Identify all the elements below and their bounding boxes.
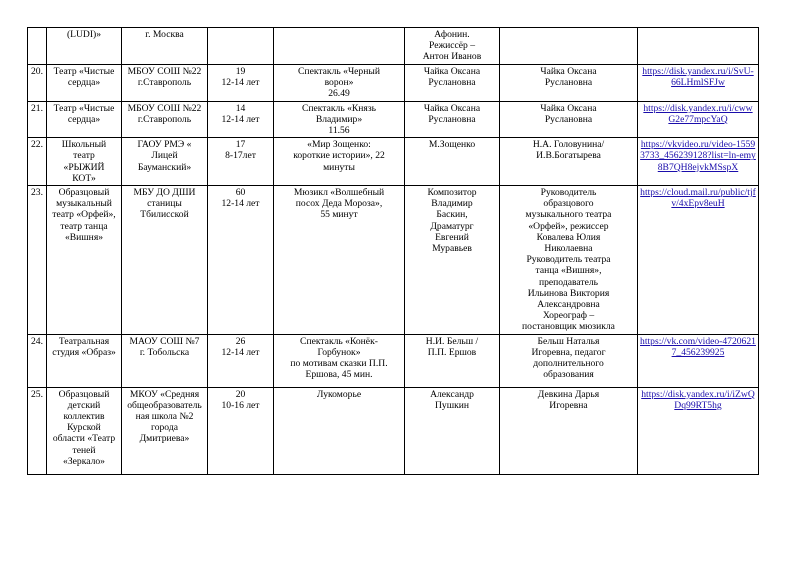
- cell-text-line: (LUDI)»: [66, 29, 102, 40]
- cell-text-line: преподаватель: [538, 276, 598, 288]
- cell-text-line: короткие истории», 22: [293, 150, 385, 162]
- cell-text-line: Мюзикл «Волшебный: [293, 187, 385, 199]
- leader-cell: [500, 101, 638, 138]
- cell-text-line: МКОУ «Средняя: [129, 388, 200, 400]
- table-row: [28, 65, 759, 102]
- video-link-cell: [638, 28, 759, 65]
- cell-text-line: Чайка Оксана: [540, 102, 597, 114]
- collective-name-cell: [47, 28, 122, 65]
- institution-cell: [122, 334, 208, 387]
- leader-cell: [500, 387, 638, 474]
- row-number: 25.: [28, 387, 47, 474]
- cell-text-line: театр «Орфей»,: [52, 209, 116, 221]
- cell-text-line: Афонин.: [434, 29, 470, 40]
- participants-cell: [208, 65, 274, 102]
- author-cell: [405, 101, 500, 138]
- cell-text-line: Лукоморье: [316, 388, 362, 400]
- cell-text-line: постановщик мюзикла: [522, 321, 615, 333]
- author-cell: [405, 28, 500, 65]
- video-link[interactable]: https://disk.yandex.ru/i/SvU-66LHmlSFJw: [642, 66, 754, 89]
- cell-text-line: 12-14 лет: [221, 77, 260, 89]
- cell-text-line: 17: [235, 139, 246, 151]
- cell-text-line: Пушкин: [434, 399, 470, 411]
- author-cell: [405, 334, 500, 387]
- cell-text-line: П.П. Ершов: [427, 346, 477, 358]
- cell-text-line: Спектакль «Черный: [298, 66, 380, 77]
- participants-cell: [208, 28, 274, 65]
- cell-text-line: Курской: [67, 422, 101, 434]
- cell-text-line: «Вишня»: [64, 231, 104, 243]
- institution-cell: [122, 65, 208, 102]
- table-row: [28, 101, 759, 138]
- cell-text-line: Н.А. Головунина/: [532, 139, 605, 151]
- cell-text-line: Чайка Оксана: [423, 102, 481, 114]
- row-number: 21.: [28, 101, 47, 138]
- row-number: 23.: [28, 186, 47, 335]
- cell-text-line: И.В.Богатырева: [536, 150, 601, 162]
- cell-text-line: МБУ ДО ДШИ: [133, 187, 196, 199]
- cell-text-line: 19: [235, 66, 246, 77]
- video-link-cell: [638, 387, 759, 474]
- video-link[interactable]: https://vkvideo.ru/video-15593733_456239128?list=ln-emy8B7QH8ejvkMSspX: [640, 139, 756, 173]
- video-link-cell: [638, 334, 759, 387]
- cell-text-line: Спектакль «Князь: [301, 102, 377, 114]
- cell-text-line: 26: [235, 335, 246, 347]
- cell-text-line: М.Зощенко: [428, 139, 476, 151]
- cell-text-line: теней: [72, 444, 96, 456]
- video-link[interactable]: https://cloud.mail.ru/public/tjfv/4xEpv8euH: [640, 187, 756, 210]
- collective-name-cell: [47, 138, 122, 186]
- cell-text-line: Александровна: [537, 299, 600, 311]
- cell-text-line: Лицей: [151, 150, 178, 162]
- cell-text-line: Руслановна: [544, 113, 593, 125]
- cell-text-line: Бауманский»: [137, 161, 192, 173]
- cell-text-line: Театр «Чистые: [53, 66, 115, 77]
- cell-text-line: 12-14 лет: [221, 113, 260, 125]
- leader-cell: [500, 186, 638, 335]
- video-link-cell: [638, 65, 759, 102]
- table-row: [28, 138, 759, 186]
- cell-text-line: Муравьев: [432, 243, 472, 255]
- performance-cell: [274, 138, 405, 186]
- cell-text-line: «РЫЖИЙ: [63, 161, 105, 173]
- cell-text-line: Дмитриева»: [139, 433, 190, 445]
- cell-text-line: минуты: [323, 161, 355, 173]
- cell-text-line: Театр «Чистые: [53, 102, 115, 114]
- leader-cell: [500, 138, 638, 186]
- leader-cell: [500, 28, 638, 65]
- cell-text-line: 8-17лет: [225, 150, 256, 162]
- cell-text-line: города: [151, 422, 178, 434]
- cell-text-line: 10-16 лет: [221, 399, 260, 411]
- cell-text-line: «Мир Зощенко:: [307, 139, 371, 151]
- cell-text-line: Композитор: [427, 187, 477, 199]
- cell-text-line: сердца»: [67, 77, 101, 89]
- cell-text-line: театр: [73, 150, 95, 162]
- cell-text-line: танца «Вишня»,: [535, 265, 602, 277]
- cell-text-line: 20: [235, 388, 246, 400]
- cell-text-line: г. Москва: [145, 29, 184, 40]
- cell-text-line: коллектив: [63, 411, 105, 423]
- collective-name-cell: [47, 387, 122, 474]
- cell-text-line: образцового: [543, 198, 594, 210]
- author-cell: [405, 387, 500, 474]
- cell-text-line: Руководитель: [540, 187, 597, 199]
- cell-text-line: Руслановна: [544, 77, 593, 89]
- cell-text-line: 12-14 лет: [221, 198, 260, 210]
- cell-text-line: Образцовый: [58, 187, 110, 199]
- cell-text-line: Александр: [430, 388, 474, 400]
- performance-cell: [274, 28, 405, 65]
- institution-cell: [122, 28, 208, 65]
- cell-text-line: Антон Иванов: [422, 51, 482, 63]
- cell-text-line: ная школа №2: [135, 411, 194, 423]
- leader-cell: [500, 334, 638, 387]
- participants-cell: [208, 186, 274, 335]
- participants-cell: [208, 387, 274, 474]
- cell-text-line: МАОУ СОШ №7: [129, 335, 200, 347]
- institution-cell: [122, 387, 208, 474]
- cell-text-line: Руслановна: [428, 77, 476, 89]
- cell-text-line: Владимир»: [315, 113, 363, 125]
- cell-text-line: г.Ставрополь: [137, 77, 192, 89]
- cell-text-line: театр танца: [60, 220, 108, 232]
- cell-text-line: музыкального театра: [525, 209, 612, 221]
- table-row: [28, 186, 759, 335]
- participants-cell: [208, 334, 274, 387]
- cell-text-line: Игоревна: [549, 399, 588, 411]
- video-link-cell: [638, 138, 759, 186]
- author-cell: [405, 138, 500, 186]
- cell-text-line: детский: [67, 399, 101, 411]
- cell-text-line: Режиссёр –: [429, 40, 475, 52]
- cell-text-line: Образцовый: [58, 388, 110, 400]
- cell-text-line: Баскин,: [436, 209, 468, 221]
- table-row: [28, 28, 759, 65]
- cell-text-line: Ершова, 45 мин.: [305, 369, 373, 381]
- video-link[interactable]: https://disk.yandex.ru/i/cwwG2e77mpcYaQ: [643, 102, 753, 125]
- cell-text-line: станицы: [147, 198, 182, 210]
- author-cell: [405, 65, 500, 102]
- cell-text-line: Бельш Наталья: [537, 335, 600, 347]
- cell-text-line: Девкина Дарья: [537, 388, 600, 400]
- cell-text-line: музыкальный: [56, 198, 112, 210]
- cell-text-line: МБОУ СОШ №22: [127, 66, 202, 77]
- institution-cell: [122, 138, 208, 186]
- row-number: 20.: [28, 65, 47, 102]
- cell-text-line: Театральная: [58, 335, 110, 347]
- cell-text-line: г. Тобольска: [139, 346, 190, 358]
- cell-text-line: г.Ставрополь: [137, 113, 192, 125]
- cell-text-line: Спектакль «Конёк-: [300, 335, 378, 347]
- video-link-cell: [638, 101, 759, 138]
- cell-text-line: области «Театр: [52, 433, 116, 445]
- cell-text-line: Горбунок»: [317, 346, 361, 358]
- cell-text-line: Тбилисской: [140, 209, 189, 221]
- cell-text-line: Руслановна: [428, 113, 476, 125]
- participants-cell: [208, 138, 274, 186]
- row-number: 22.: [28, 138, 47, 186]
- cell-text-line: 26.49: [328, 88, 350, 100]
- cell-text-line: Руководитель театра: [526, 254, 611, 266]
- video-link[interactable]: https://vk.com/video-47206217_456239925: [640, 335, 756, 358]
- cell-text-line: Владимир: [431, 198, 473, 210]
- cell-text-line: Драматург: [430, 220, 474, 232]
- cell-text-line: ворон»: [324, 77, 354, 89]
- cell-text-line: МБОУ СОШ №22: [127, 102, 202, 114]
- cell-text-line: 55 минут: [320, 209, 358, 221]
- collective-name-cell: [47, 334, 122, 387]
- cell-text-line: сердца»: [67, 113, 101, 125]
- cell-text-line: по мотивам сказки П.П.: [290, 358, 388, 370]
- cell-text-line: образования: [543, 369, 594, 381]
- performance-cell: [274, 334, 405, 387]
- cell-text-line: «Зеркало»: [63, 455, 105, 467]
- leader-cell: [500, 65, 638, 102]
- cell-text-line: Ковалева Юлия: [536, 231, 601, 243]
- collective-name-cell: [47, 101, 122, 138]
- cell-text-line: КОТ»: [72, 172, 96, 184]
- cell-text-line: 60: [235, 187, 246, 199]
- cell-text-line: Евгений: [435, 231, 469, 243]
- institution-cell: [122, 101, 208, 138]
- collective-name-cell: [47, 186, 122, 335]
- table-body: [28, 28, 759, 475]
- institution-cell: [122, 186, 208, 335]
- participants-cell: [208, 101, 274, 138]
- cell-text-line: посох Деда Мороза»,: [295, 198, 383, 210]
- cell-text-line: «Орфей», режиссер: [528, 220, 609, 232]
- cell-text-line: Ильинова Виктория: [527, 287, 610, 299]
- cell-text-line: ГАОУ РМЭ «: [137, 139, 192, 151]
- festival-table: [27, 27, 759, 475]
- video-link[interactable]: https://disk.yandex.ru/i/iZwQDq99RT5hg: [641, 388, 755, 411]
- cell-text-line: студия «Образ»: [52, 346, 116, 358]
- performance-cell: [274, 387, 405, 474]
- table-row: [28, 387, 759, 474]
- cell-text-line: Хореограф –: [542, 310, 595, 322]
- cell-text-line: Чайка Оксана: [423, 66, 481, 77]
- cell-text-line: Чайка Оксана: [540, 66, 597, 77]
- cell-text-line: дополнительного: [533, 358, 604, 370]
- table-row: [28, 334, 759, 387]
- author-cell: [405, 186, 500, 335]
- cell-text-line: 11.56: [328, 125, 350, 137]
- performance-cell: [274, 65, 405, 102]
- cell-text-line: общеобразователь: [127, 399, 202, 411]
- cell-text-line: Н.И. Бельш /: [425, 335, 479, 347]
- cell-text-line: Школьный: [61, 139, 107, 151]
- cell-text-line: 12-14 лет: [221, 346, 260, 358]
- performance-cell: [274, 186, 405, 335]
- video-link-cell: [638, 186, 759, 335]
- row-number: [28, 28, 47, 65]
- cell-text-line: Игоревна, педагог: [531, 346, 606, 358]
- row-number: 24.: [28, 334, 47, 387]
- cell-text-line: 14: [235, 102, 246, 114]
- collective-name-cell: [47, 65, 122, 102]
- cell-text-line: Николаевна: [544, 243, 593, 255]
- performance-cell: [274, 101, 405, 138]
